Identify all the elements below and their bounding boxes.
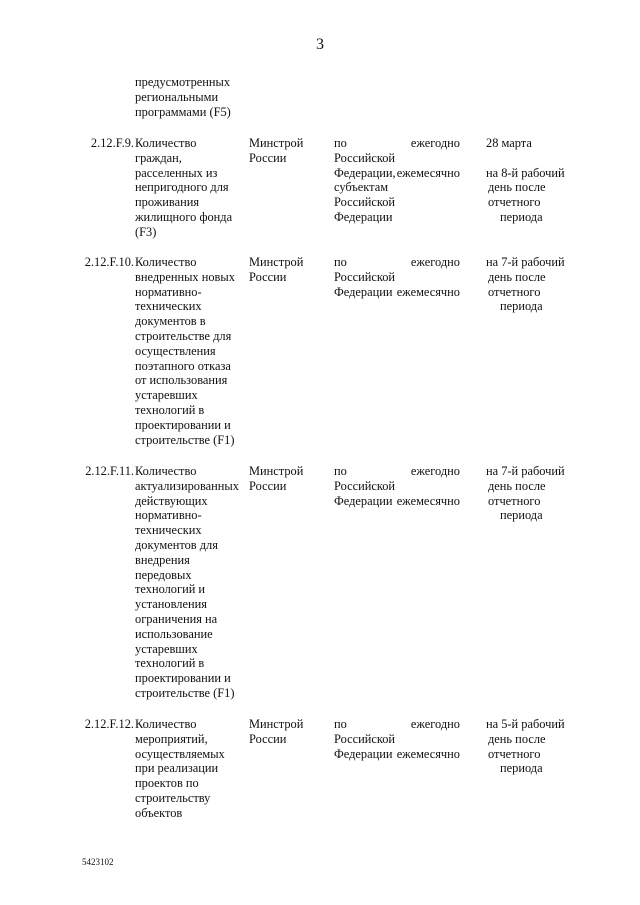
indicator-name-line: Количество: [135, 136, 197, 150]
reporting-period-text: ежемесячно: [396, 165, 460, 180]
responsible-agency-line: Минстрой: [249, 464, 304, 478]
indicator-name-line: строительстве (F1): [135, 432, 235, 447]
reporting-level-text: Федерации: [334, 746, 393, 761]
reporting-level-text: по: [334, 255, 347, 269]
indicator-name-line: Количество: [135, 255, 197, 269]
indicator-name-line: поэтапного отказа: [135, 358, 231, 373]
indicator-name-line: технических: [135, 299, 202, 314]
indicator-name-line: мероприятий,: [135, 731, 208, 746]
reporting-period-text: ежегодно: [410, 255, 460, 269]
indicator-name-line: документов для: [135, 537, 218, 552]
reporting-level-and-period: [334, 255, 460, 299]
indicator-name-line: внедренных новых: [135, 269, 235, 284]
reporting-level-text: по: [334, 136, 347, 150]
responsible-agency-line: Минстрой: [249, 255, 304, 269]
deadline-line: день после: [488, 478, 546, 493]
reporting-period-text: ежегодно: [410, 717, 460, 731]
indicator-code: 2.12.F.11.: [85, 464, 134, 478]
level-period-line: [334, 494, 460, 509]
continued-indicator-name: [135, 75, 247, 119]
indicator-name-line: действующих: [135, 493, 208, 508]
indicator-name-line: непригодного для: [135, 180, 229, 195]
indicator-name-line: устаревших: [135, 641, 198, 656]
level-period-line: [334, 732, 460, 747]
reporting-level-text: Российской: [334, 478, 396, 493]
indicator-name-line: региональными: [135, 89, 219, 104]
level-period-line: [334, 180, 460, 195]
level-period-line: [334, 479, 460, 494]
level-period-line: [334, 195, 460, 210]
reporting-level-and-period: [334, 464, 460, 508]
indicator-name-line: внедрения: [135, 552, 190, 567]
indicator-name: [135, 464, 247, 701]
indicator-name-line: жилищного фонда: [135, 209, 233, 224]
deadline-line: периода: [500, 761, 543, 776]
responsible-agency-line: России: [249, 269, 287, 284]
deadline-line: день после: [488, 180, 546, 195]
reporting-level-text: Российской: [334, 150, 396, 165]
deadline-line: 28 марта: [486, 136, 532, 150]
indicator-name-line: строительству: [135, 790, 211, 805]
reporting-level-and-period: [334, 136, 460, 225]
reporting-period-text: ежегодно: [410, 464, 460, 478]
level-period-line: [334, 166, 460, 181]
reporting-period-text: ежемесячно: [396, 493, 460, 508]
indicator-name-line: нормативно-: [135, 508, 202, 523]
deadline-line: на 7-й рабочий: [486, 255, 565, 269]
indicator-name-line: использование: [135, 626, 213, 641]
responsible-agency: [249, 255, 321, 285]
reporting-period-text: ежемесячно: [396, 746, 460, 761]
level-period-line: [334, 717, 460, 732]
deadline-line: день после: [488, 269, 546, 284]
reporting-level-text: по: [334, 717, 347, 731]
indicator-name-line: нормативно-: [135, 284, 202, 299]
level-period-line: [334, 747, 460, 762]
indicator-name-line: (F3): [135, 224, 157, 239]
reporting-level-text: Федерации: [334, 284, 393, 299]
indicator-code: 2.12.F.9.: [90, 136, 134, 150]
level-period-line: [334, 151, 460, 166]
level-period-line: [334, 464, 460, 479]
indicator-name-line: Количество: [135, 717, 197, 731]
reporting-level-text: субъектам: [334, 180, 389, 195]
level-period-line: [334, 285, 460, 300]
indicator-name-line: технологий в: [135, 402, 205, 417]
responsible-agency-line: России: [249, 731, 287, 746]
indicator-name-line: актуализированных: [135, 478, 239, 493]
deadline-line: на 7-й рабочий: [486, 464, 565, 478]
reporting-period-text: ежегодно: [410, 136, 460, 150]
responsible-agency: [249, 717, 321, 747]
indicator-name-line: технологий и: [135, 582, 206, 597]
indicator-code: 2.12.F.10.: [84, 255, 134, 269]
indicator-name-line: программами (F5): [135, 104, 231, 119]
deadline-line: периода: [500, 508, 543, 523]
indicator-name: [135, 255, 247, 447]
indicator-name-line: документов в: [135, 314, 206, 329]
deadline-line: отчетного: [488, 284, 541, 299]
indicator-name-line: проектов по: [135, 776, 199, 791]
deadline-line: на 8-й рабочий: [486, 165, 565, 180]
indicator-name-line: строительстве (F1): [135, 685, 235, 700]
indicator-name-line: при реализации: [135, 761, 219, 776]
indicator-name-line: расселенных из: [135, 165, 218, 180]
level-period-line: [334, 210, 460, 225]
indicator-name-line: проектировании и: [135, 417, 231, 432]
indicator-name-line: ограничения на: [135, 611, 218, 626]
indicator-name-line: устаревших: [135, 388, 198, 403]
document-id: 5423102: [82, 857, 114, 867]
responsible-agency-line: Минстрой: [249, 136, 304, 150]
responsible-agency-line: Минстрой: [249, 717, 304, 731]
deadline-line: отчетного: [488, 493, 541, 508]
indicator-name-line: Количество: [135, 464, 197, 478]
indicator-name: [135, 136, 247, 240]
reporting-period-text: ежемесячно: [396, 284, 460, 299]
reporting-level-text: Федерации,: [334, 165, 396, 180]
deadline-line: отчетного: [488, 746, 541, 761]
indicator-name-line: от использования: [135, 373, 228, 388]
reporting-deadline: [486, 464, 582, 523]
indicator-name-line: технологий в: [135, 656, 205, 671]
reporting-level-text: Российской: [334, 195, 396, 210]
indicator-name-line: установления: [135, 597, 207, 612]
responsible-agency-line: России: [249, 478, 287, 493]
indicator-name-line: проектировании и: [135, 671, 231, 686]
deadline-line: периода: [500, 299, 543, 314]
page-number: 3: [316, 36, 324, 53]
reporting-level-text: Федерации: [334, 209, 393, 224]
indicator-name: [135, 717, 247, 821]
indicator-name-line: передовых: [135, 567, 192, 582]
indicator-name-line: осуществляемых: [135, 746, 225, 761]
reporting-deadline: [486, 717, 582, 776]
indicator-name-line: предусмотренных: [135, 75, 231, 89]
deadline-line: на 5-й рабочий: [486, 717, 565, 731]
responsible-agency-line: России: [249, 150, 287, 165]
level-period-line: [334, 255, 460, 270]
indicator-name-line: технических: [135, 523, 202, 538]
responsible-agency: [249, 464, 321, 494]
deadline-line: периода: [500, 209, 543, 224]
reporting-deadline: [486, 255, 582, 314]
indicator-name-line: строительстве для: [135, 328, 232, 343]
level-period-line: [334, 270, 460, 285]
reporting-level-text: Российской: [334, 731, 396, 746]
reporting-deadline: [486, 136, 582, 225]
indicator-name-line: проживания: [135, 195, 200, 210]
responsible-agency: [249, 136, 321, 166]
reporting-level-text: по: [334, 464, 347, 478]
indicator-name-line: граждан,: [135, 150, 182, 165]
reporting-level-text: Российской: [334, 269, 396, 284]
reporting-level-text: Федерации: [334, 493, 393, 508]
reporting-level-and-period: [334, 717, 460, 761]
indicator-code: 2.12.F.12.: [84, 717, 134, 731]
deadline-line: день после: [488, 731, 546, 746]
indicator-name-line: осуществления: [135, 343, 216, 358]
level-period-line: [334, 136, 460, 151]
deadline-line: отчетного: [488, 195, 541, 210]
deadline-line: [486, 151, 582, 166]
indicator-name-line: объектов: [135, 805, 183, 820]
